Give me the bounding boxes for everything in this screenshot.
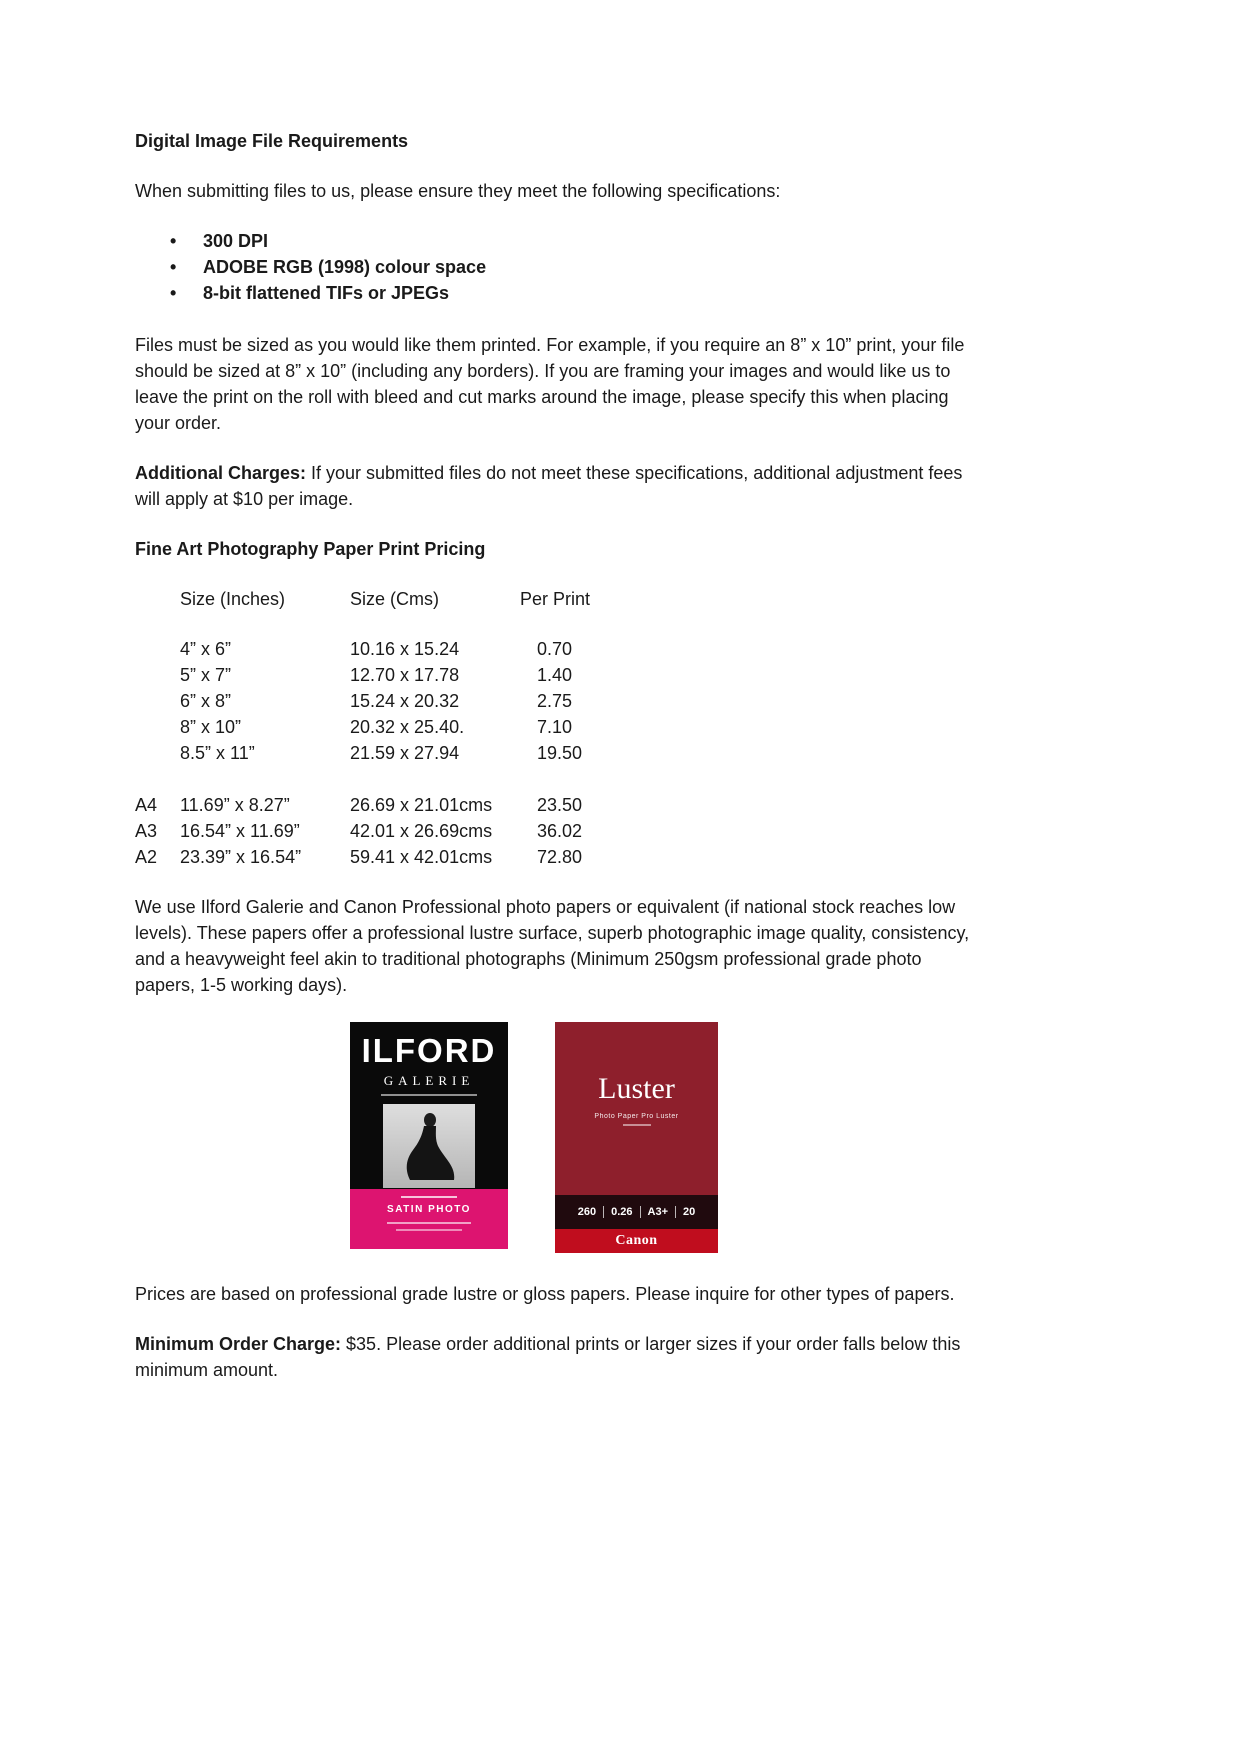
- cell-inches: 23.39” x 16.54”: [180, 847, 302, 867]
- minimum-order-text: $35. Please order additional prints or larger sizes if your order falls below this minimum amount.: [135, 1334, 961, 1380]
- product-images: [350, 1022, 973, 1253]
- pricing-row: [135, 740, 973, 766]
- canon-spec-size: A3+: [640, 1206, 676, 1218]
- cell-price: 19.50: [537, 743, 583, 763]
- pricing-row: [135, 844, 973, 870]
- cell-cms: 42.01 x 26.69cms: [350, 821, 493, 841]
- pricing-row: [135, 636, 973, 662]
- cell-cms: 26.69 x 21.01cms: [350, 795, 493, 815]
- pricing-row: [135, 688, 973, 714]
- additional-charges-label: Additional Charges:: [135, 463, 307, 483]
- additional-charges-paragraph: [135, 460, 973, 512]
- document-page: [135, 0, 973, 1383]
- spec-item-colour-space: • ADOBE RGB (1998) colour space: [135, 254, 973, 280]
- cell-price: 2.75: [537, 691, 573, 711]
- minimum-order-label: Minimum Order Charge:: [135, 1334, 342, 1354]
- ilford-galerie-label: GALERIE: [383, 1073, 475, 1088]
- fine-print-line: [623, 1124, 651, 1126]
- page-title: Digital Image File Requirements: [135, 131, 409, 151]
- cell-code: [135, 662, 180, 688]
- ilford-photo-thumbnail: [383, 1104, 475, 1188]
- cell-price: 0.70: [537, 639, 573, 659]
- canon-product-title: Luster: [598, 1072, 675, 1105]
- cell-inches: 11.69” x 8.27”: [180, 795, 290, 815]
- canon-spec-sheets: 20: [675, 1206, 702, 1218]
- cell-cms: 15.24 x 20.32: [350, 691, 460, 711]
- cell-code: [135, 688, 180, 714]
- cell-cms: 12.70 x 17.78: [350, 665, 460, 685]
- cell-inches: 16.54” x 11.69”: [180, 821, 300, 841]
- spec-item-file-format: • 8-bit flattened TIFs or JPEGs: [135, 280, 973, 306]
- canon-spec-weight: 260: [577, 1206, 597, 1218]
- pricing-row: [135, 714, 973, 740]
- ilford-product-label: SATIN PHOTO: [387, 1204, 471, 1215]
- cell-inches: 6” x 8”: [180, 691, 232, 711]
- cell-price: 1.40: [537, 665, 573, 685]
- cell-inches: 8.5” x 11”: [180, 743, 255, 763]
- canon-spec-thickness: 0.26: [603, 1206, 639, 1218]
- header-size-cms: Size (Cms): [350, 589, 439, 609]
- ilford-label-band: [350, 1189, 508, 1249]
- pricing-table-header: [135, 586, 973, 612]
- cell-inches: 8” x 10”: [180, 717, 242, 737]
- cell-code: [135, 636, 180, 662]
- dancer-silhouette-image: [383, 1104, 475, 1188]
- intro-paragraph: When submitting files to us, please ensure they meet the following specifications:: [135, 181, 781, 201]
- prices-note-paragraph: Prices are based on professional grade lustre or gloss papers. Please inquire for other types of papers.: [135, 1284, 955, 1304]
- cell-inches: 5” x 7”: [180, 665, 232, 685]
- cell-inches: 4” x 6”: [180, 639, 232, 659]
- cell-cms: 59.41 x 42.01cms: [350, 847, 493, 867]
- fine-print-line: [381, 1094, 477, 1096]
- cell-price: 23.50: [537, 795, 583, 815]
- spec-list: [135, 228, 973, 306]
- ilford-brand-logo: ILFORD: [361, 1032, 497, 1069]
- papers-paragraph: We use Ilford Galerie and Canon Professional photo papers or equivalent (if national stock reaches low levels). These papers offer a professional lustre surface, superb photographic image quality, consistency, and a heavyweight feel akin to traditional photographs (Minimum 250gsm professional grade photo papers, 1-5 working days).: [135, 897, 970, 995]
- pricing-row: [135, 818, 973, 844]
- fine-print-line: [396, 1229, 462, 1231]
- canon-box-top: [555, 1022, 718, 1195]
- pricing-heading: Fine Art Photography Paper Print Pricing: [135, 539, 486, 559]
- cell-code: A3: [135, 821, 158, 841]
- canon-spec-band: [555, 1195, 718, 1229]
- pricing-table: [135, 586, 973, 870]
- header-size-inches: Size (Inches): [180, 589, 286, 609]
- canon-product-subtitle: Photo Paper Pro Luster: [594, 1113, 679, 1120]
- cell-cms: 10.16 x 15.24: [350, 639, 460, 659]
- canon-brand-logo: Canon: [555, 1229, 718, 1253]
- header-per-print: Per Print: [520, 589, 591, 609]
- cell-code: A4: [135, 795, 158, 815]
- fine-print-line: [387, 1222, 471, 1224]
- pricing-row: [135, 792, 973, 818]
- file-sizing-paragraph: Files must be sized as you would like them printed. For example, if you require an 8” x 10” print, your file should be sized at 8” x 10” (including any borders). If you are framing your images and would like us to leave the print on the roll with bleed and cut marks around the image, please specify this when placing your order.: [135, 335, 965, 433]
- spec-item-dpi: • 300 DPI: [135, 228, 973, 254]
- cell-price: 36.02: [537, 821, 583, 841]
- cell-cms: 21.59 x 27.94: [350, 743, 460, 763]
- cell-price: 72.80: [537, 847, 583, 867]
- cell-price: 7.10: [537, 717, 573, 737]
- cell-code: [135, 714, 180, 740]
- minimum-order-paragraph: [135, 1331, 973, 1383]
- header-code: [135, 586, 180, 612]
- pricing-row: [135, 662, 973, 688]
- cell-code: A2: [135, 847, 158, 867]
- cell-code: [135, 740, 180, 766]
- additional-charges-text: If your submitted files do not meet these specifications, additional adjustment fees will apply at $10 per image.: [135, 463, 963, 509]
- ilford-paper-image: [350, 1022, 508, 1249]
- fine-print-line: [401, 1196, 457, 1198]
- cell-cms: 20.32 x 25.40.: [350, 717, 465, 737]
- canon-paper-image: [555, 1022, 718, 1253]
